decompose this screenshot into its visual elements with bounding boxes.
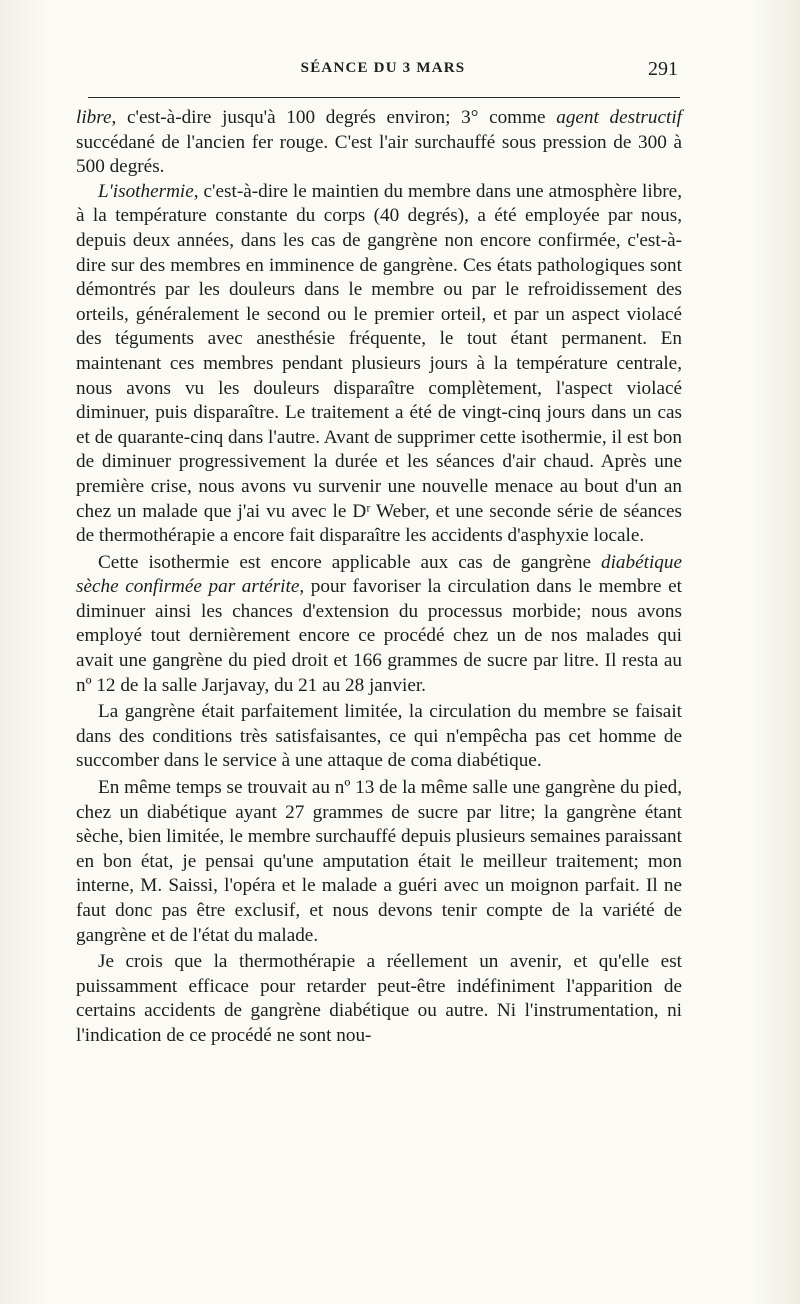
text-segment: La gangrène était parfaitement limitée, la circulation du membre se faisait dans des conditions très satisfaisantes, ce qui n'empêcha pas cet homme de succomber dans le service à une attaque de coma diabétique. bbox=[76, 701, 682, 772]
text-segment: , c'est-à-dire le maintien du membre dans une atmosphère libre, à la température constante du corps (40 degrés), a été employée par nous, depuis deux années, dans les cas de gangrène non encore confirmée, c'est-à-dire sur des membres en imminence de gangrène. Ces états pathologiques sont démontrés par les douleurs dans le membre ou par le refroidissement des orteils, généralement le second ou le premier orteil, et par un aspect violacé des téguments avec anesthésie fréquente, le tout étant permanent. En maintenant ces membres pendant plusieurs jours à la température centrale, nous avons vu les douleurs disparaître complètement, l'aspect violacé diminuer, puis disparaître. Le traitement a été de vingt-cinq jours dans un cas et de quarante-cinq dans l'autre. Avant de supprimer cette isothermie, il est bon de diminuer progressivement la durée et les séances d'air chaud. Après une première crise, nous avons vu survenir une nouvelle menace au bout d'un an chez un malade que j'ai vu avec le Dʳ Weber, et une seconde série de séances de thermothérapie a encore fait disparaître les accidents d'asphyxie locale. bbox=[76, 180, 682, 547]
paragraph-1 bbox=[76, 106, 682, 180]
text-segment: , pour favoriser la circulation dans le membre et diminuer ainsi les chances d'extension du processus morbide; nous avons employé tout dernièrement encore ce procédé chez un de nos malades qui avait une gangrène du pied droit et 166 grammes de sucre par litre. Il resta au nº 12 de la salle Jarjavay, du 21 au 28 janvier. bbox=[76, 576, 682, 696]
text-segment: En même temps se trouvait au nº 13 de la même salle une gangrène du pied, chez un diabétique ayant 27 grammes de sucre par litre; la gangrène étant sèche, bien limitée, le membre surchauffé depuis plusieurs semaines paraissant en bon état, je pensai qu'une amputation était le meilleur traitement; mon interne, M. Saissi, l'opéra et le malade a guéri avec un moignon parfait. Il ne faut donc pas être exclusif, et nous devons tenir compte de la variété de gangrène et de l'état du malade. bbox=[76, 777, 682, 946]
text-segment: diabétique sèche confirmée par artérite bbox=[76, 551, 682, 598]
paragraph-3 bbox=[76, 551, 682, 699]
paragraph-6 bbox=[76, 950, 682, 1048]
page-header bbox=[88, 60, 678, 84]
text-segment: Je crois que la thermothérapie a réellement un avenir, et qu'elle est puissamment efficace pour retarder peut-être indéfiniment l'apparition de certains accidents de gangrène diabétique ou autre. Ni l'instrumentation, ni l'indication de ce procédé ne sont nou- bbox=[76, 951, 682, 1046]
text-segment: L'isothermie bbox=[98, 180, 194, 202]
paragraph-2 bbox=[76, 180, 682, 549]
header-rule bbox=[88, 97, 680, 98]
paragraph-5 bbox=[76, 776, 682, 948]
text-segment: , c'est-à-dire jusqu'à 100 degrés environ; 3° comme bbox=[111, 107, 557, 128]
text-segment: libre bbox=[76, 107, 112, 128]
body-text bbox=[76, 106, 682, 1049]
paragraph-4 bbox=[76, 700, 682, 774]
text-segment: agent destructif bbox=[556, 107, 682, 128]
running-title: SÉANCE DU 3 MARS bbox=[300, 60, 466, 76]
page-number: 291 bbox=[648, 58, 678, 80]
text-segment: succédané de l'ancien fer rouge. C'est l'air surchauffé sous pression de 300 à 500 degrés. bbox=[76, 131, 682, 178]
text-segment: Cette isothermie est encore applicable aux cas de gangrène bbox=[98, 551, 601, 573]
